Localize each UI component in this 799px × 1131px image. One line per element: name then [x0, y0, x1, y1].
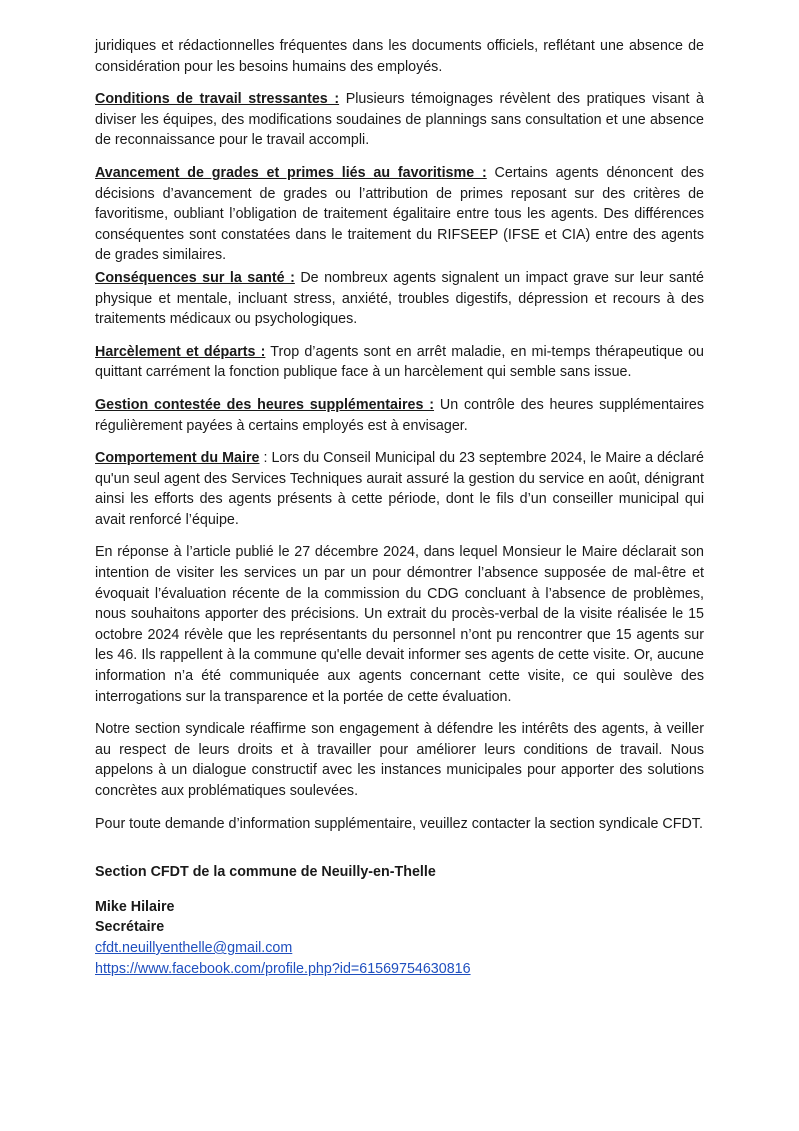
facebook-link[interactable]: https://www.facebook.com/profile.php?id=61569754630816 [95, 960, 471, 977]
section-harassment [95, 342, 704, 383]
intro-paragraph-tail: juridiques et rédactionnelles fréquentes dans les documents officiels, reflétant une absence de considération pour les besoins humains des employés. [95, 38, 704, 75]
signature-block [95, 862, 704, 979]
email-link[interactable]: cfdt.neuillyenthelle@gmail.com [95, 939, 293, 956]
paragraph-contact: Pour toute demande d’information supplémentaire, veuillez contacter la section syndicale CFDT. [95, 815, 703, 832]
section-heading: Harcèlement et départs : [95, 343, 266, 360]
section-working-conditions [95, 89, 704, 151]
section-health [95, 268, 704, 330]
section-text: Trop d’agents sont en arrêt maladie, en mi-temps thérapeutique ou quittant carrément la fonction publique face à un harcèlement qui semble sans issue. [95, 343, 704, 381]
signature-name: Mike Hilaire [95, 898, 175, 915]
signature-section: Section CFDT de la commune de Neuilly-en-Thelle [95, 864, 436, 881]
section-heading: Comportement du Maire [95, 450, 260, 467]
paragraph-commitment: Notre section syndicale réaffirme son engagement à défendre les intérêts des agents, à veiller au respect de leurs droits et à travailler pour améliorer leurs conditions de travail. Nous appelons à un dialogue constructif avec les instances municipales pour apporter des solutions concrètes aux problématiques soulevées. [95, 721, 704, 799]
section-text: Certains agents dénoncent des décisions d’avancement de grades ou l’attribution de primes reposant sur des critères de favoritisme, oubliant l’obligation de traitement égalitaire entre tous les agents. Des différences conséquentes sont constatées dans le traitement du RIFSEEP (IFSE et CIA) entre des agents de grades similaires. [95, 164, 704, 264]
section-text: De nombreux agents signalent un impact grave sur leur santé physique et mentale, incluant stress, anxiété, troubles digestifs, dépression et recours à des traitements médicaux ou psychologiques. [95, 269, 704, 328]
section-heading: Conséquences sur la santé : [95, 269, 295, 286]
paragraph-response: En réponse à l’article publié le 27 décembre 2024, dans lequel Monsieur le Maire déclarait son intention de visiter les services un par un pour démontrer l’absence supposée de mal-être et évoquait l’évaluation récente de la commission du CDG concluant à l’absence de problèmes, nous souhaitons apporter des précisions. Un extrait du procès-verbal de la visite réalisée le 15 octobre 2024 révèle que les représentants du personnel n’ont pu rencontrer que 15 agents sur les 46. Ils rappellent à la commune qu'elle devait informer ses agents de cette visite. Or, aucune information n’a été communiquée aux agents concernant cette visite, ce qui soulève des interrogations sur la transparence et la portée de cette évaluation. [95, 544, 704, 705]
signature-person [95, 897, 704, 979]
section-mayor-behaviour [95, 448, 704, 530]
signature-role: Secrétaire [95, 919, 165, 936]
section-promotions [95, 163, 704, 266]
section-heading: Gestion contestée des heures supplémentaires : [95, 396, 435, 413]
section-overtime [95, 395, 704, 436]
section-heading: Conditions de travail stressantes : [95, 91, 340, 108]
section-text: : Lors du Conseil Municipal du 23 septembre 2024, le Maire a déclaré qu'un seul agent des Services Techniques aurait assuré la gestion du service en août, dénigrant ainsi les efforts des agents présents à cette période, dont le fils d’un conseiller municipal qui avait renforcé l’équipe. [95, 450, 704, 528]
section-text: Plusieurs témoignages révèlent des pratiques visant à diviser les équipes, des modifications soudaines de plannings sans consultation et une absence de reconnaissance pour le travail accompli. [95, 91, 704, 149]
section-text: Un contrôle des heures supplémentaires régulièrement payées à certains employés est à envisager. [95, 396, 704, 434]
section-heading: Avancement de grades et primes liés au favoritisme : [95, 164, 487, 181]
